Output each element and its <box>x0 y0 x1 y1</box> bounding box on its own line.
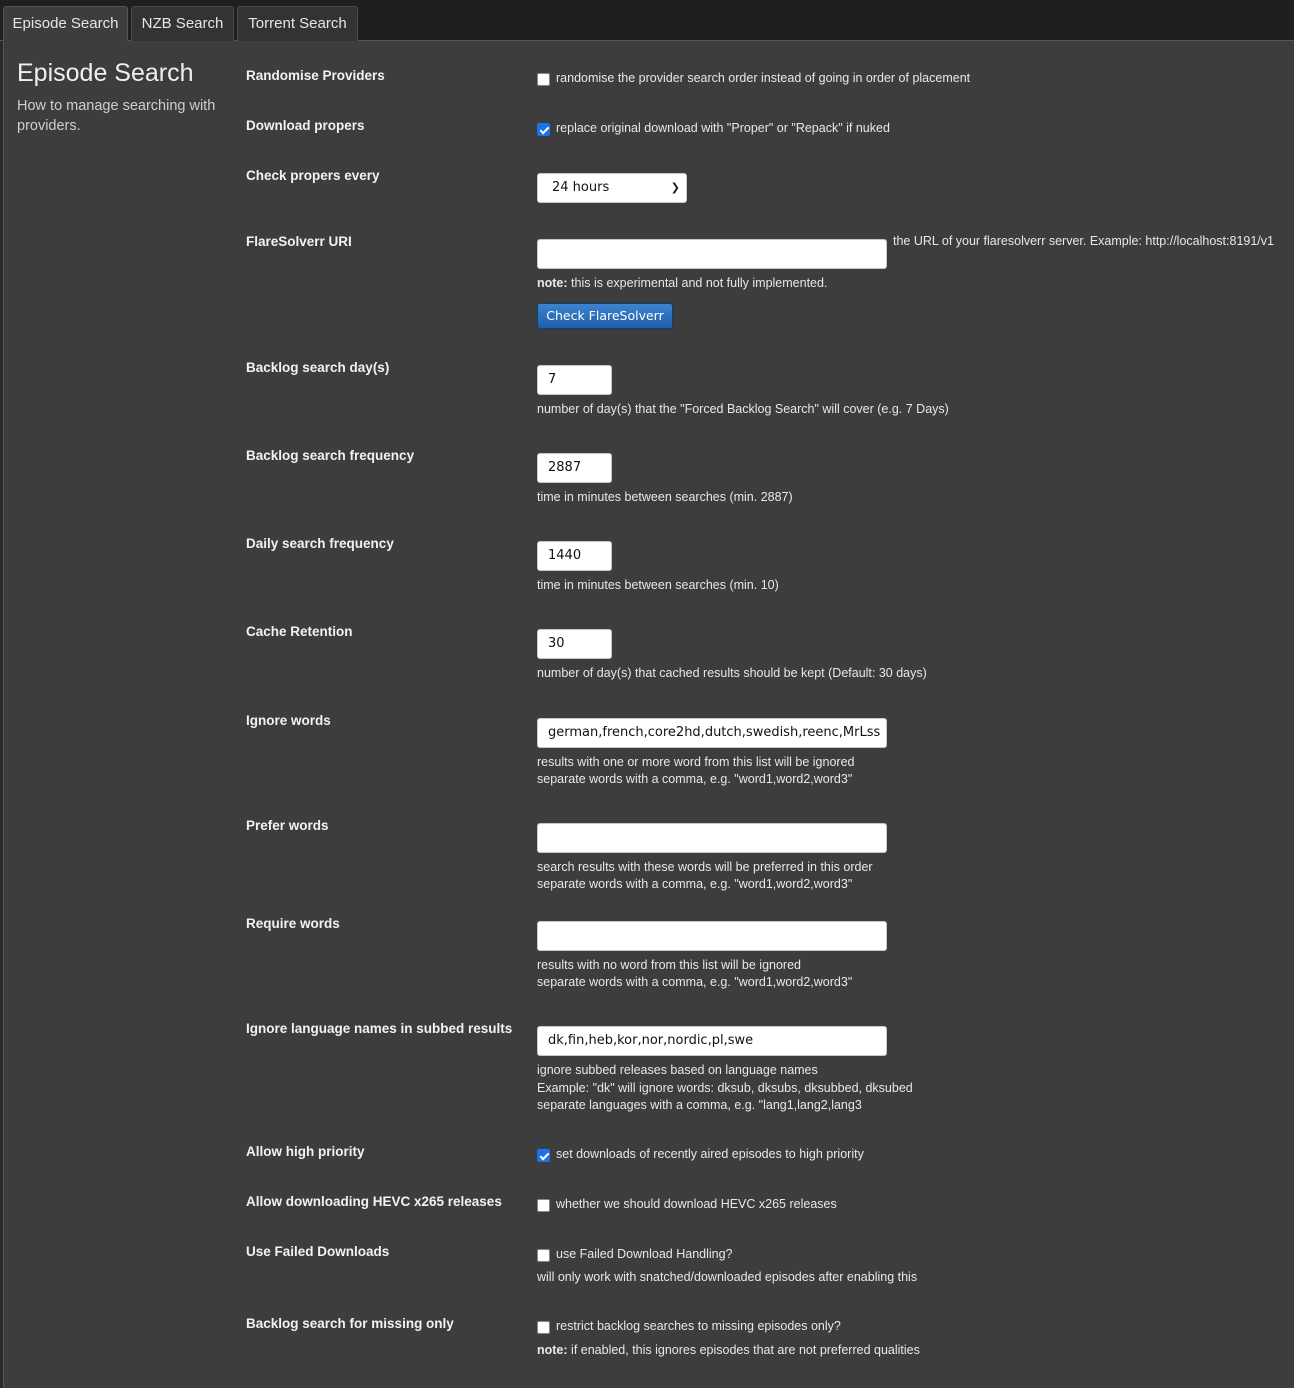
check-flaresolverr-button[interactable]: Check FlareSolverr <box>537 303 673 329</box>
hevc-text: whether we should download HEVC x265 releases <box>556 1197 837 1211</box>
ignore-words-help-1: results with one or more word from this list will be ignored <box>537 755 855 769</box>
failed-downloads-label: Use Failed Downloads <box>246 1244 390 1259</box>
backlog-frequency-input[interactable]: 2887 <box>537 453 612 483</box>
missing-only-label: Backlog search for missing only <box>246 1316 454 1331</box>
backlog-days-input[interactable]: 7 <box>537 365 612 395</box>
ignore-words-label: Ignore words <box>246 713 331 728</box>
ignore-language-input[interactable]: dk,fin,heb,kor,nor,nordic,pl,swe <box>537 1026 887 1056</box>
daily-frequency-label: Daily search frequency <box>246 536 394 551</box>
require-words-input[interactable] <box>537 921 887 951</box>
failed-downloads-help: will only work with snatched/downloaded episodes after enabling this <box>537 1270 918 1284</box>
check-propers-label: Check propers every <box>246 168 380 183</box>
missing-only-text: restrict backlog searches to missing episodes only? <box>556 1319 841 1333</box>
daily-frequency-help: time in minutes between searches (min. 10) <box>537 578 779 592</box>
failed-downloads-checkbox[interactable] <box>537 1249 550 1262</box>
note-label: note: <box>537 1343 568 1357</box>
flaresolverr-label: FlareSolverr URI <box>246 234 352 249</box>
check-propers-select[interactable] <box>537 173 687 203</box>
section-title: Episode Search <box>17 59 194 87</box>
ignore-language-help-3: separate languages with a comma, e.g. "lang1,lang2,lang3 <box>537 1098 862 1112</box>
cache-retention-label: Cache Retention <box>246 624 353 639</box>
tab-torrent-search[interactable]: Torrent Search <box>237 6 358 41</box>
prefer-words-input[interactable] <box>537 823 887 853</box>
hevc-checkbox[interactable] <box>537 1199 550 1212</box>
missing-only-checkbox[interactable] <box>537 1321 550 1334</box>
daily-frequency-input[interactable]: 1440 <box>537 541 612 571</box>
prefer-words-help-1: search results with these words will be preferred in this order <box>537 860 873 874</box>
high-priority-label: Allow high priority <box>246 1144 365 1159</box>
prefer-words-help-2: separate words with a comma, e.g. "word1,word2,word3" <box>537 877 853 891</box>
flaresolverr-note-text: this is experimental and not fully implemented. <box>571 276 828 290</box>
tab-episode-search[interactable]: Episode Search <box>3 6 128 42</box>
section-description: How to manage searching with providers. <box>17 98 216 134</box>
prefer-words-label: Prefer words <box>246 818 329 833</box>
cache-retention-help: number of day(s) that cached results should be kept (Default: 30 days) <box>537 666 927 680</box>
high-priority-checkbox[interactable] <box>537 1149 550 1162</box>
backlog-days-help: number of day(s) that the "Forced Backlog Search" will cover (e.g. 7 Days) <box>537 402 949 416</box>
backlog-days-label: Backlog search day(s) <box>246 360 390 375</box>
randomise-providers-label: Randomise Providers <box>246 68 385 83</box>
require-words-label: Require words <box>246 916 340 931</box>
ignore-language-help-2: Example: "dk" will ignore words: dksub, dksubs, dksubbed, dksubed <box>537 1081 913 1095</box>
require-words-help-2: separate words with a comma, e.g. "word1,word2,word3" <box>537 975 853 989</box>
chevron-down-icon: ❯ <box>670 181 680 194</box>
ignore-language-help-1: ignore subbed releases based on language names <box>537 1063 818 1077</box>
check-propers-value: 24 hours <box>552 180 610 195</box>
failed-downloads-text: use Failed Download Handling? <box>556 1247 733 1261</box>
backlog-frequency-help: time in minutes between searches (min. 2887) <box>537 490 793 504</box>
require-words-help-1: results with no word from this list will be ignored <box>537 958 801 972</box>
hevc-label: Allow downloading HEVC x265 releases <box>246 1194 502 1209</box>
ignore-words-help-2: separate words with a comma, e.g. "word1,word2,word3" <box>537 772 853 786</box>
download-propers-checkbox[interactable] <box>537 123 550 136</box>
flaresolverr-uri-input[interactable] <box>537 239 887 269</box>
flaresolverr-hint: the URL of your flaresolverr server. Example: http://localhost:8191/v1 <box>893 234 1274 248</box>
randomise-providers-checkbox[interactable] <box>537 73 550 86</box>
note-label: note: <box>537 276 568 290</box>
ignore-words-input[interactable]: german,french,core2hd,dutch,swedish,reenc,MrLss <box>537 718 887 748</box>
ignore-language-label: Ignore language names in subbed results <box>246 1021 513 1036</box>
missing-only-note-text: if enabled, this ignores episodes that are not preferred qualities <box>571 1343 920 1357</box>
high-priority-text: set downloads of recently aired episodes to high priority <box>556 1147 864 1161</box>
tab-nzb-search[interactable]: NZB Search <box>131 6 234 41</box>
backlog-frequency-label: Backlog search frequency <box>246 448 415 463</box>
download-propers-text: replace original download with "Proper" or "Repack" if nuked <box>556 121 890 135</box>
flaresolverr-note <box>537 275 827 292</box>
randomise-providers-text: randomise the provider search order instead of going in order of placement <box>556 71 971 85</box>
missing-only-note <box>537 1342 920 1359</box>
cache-retention-input[interactable]: 30 <box>537 629 612 659</box>
download-propers-label: Download propers <box>246 118 365 133</box>
